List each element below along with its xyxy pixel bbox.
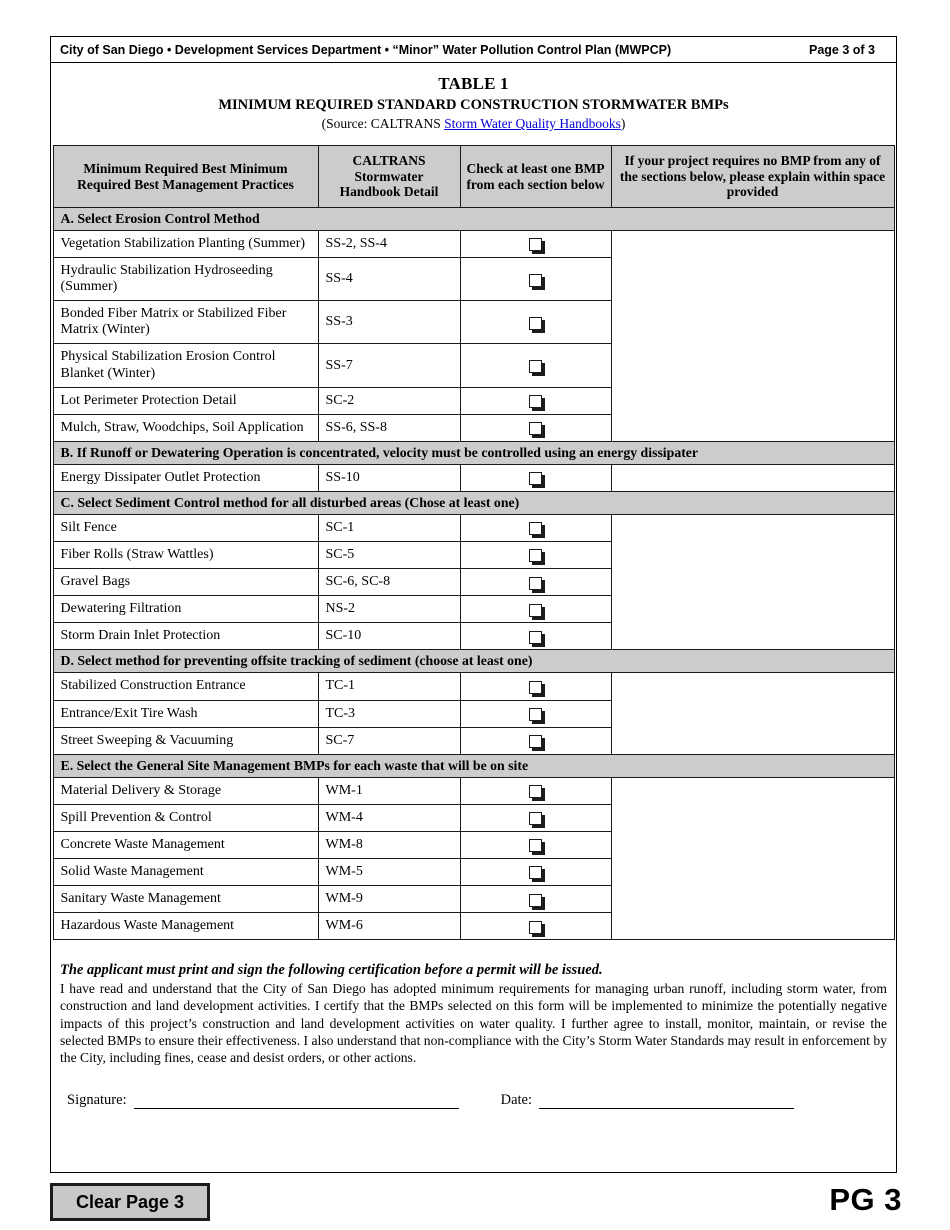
signature-input[interactable] (134, 1094, 459, 1109)
storm-water-quality-handbooks-link[interactable]: Storm Water Quality Handbooks (444, 116, 621, 131)
section-explanation-input[interactable] (611, 231, 894, 442)
caltrans-handbook-code: WM-4 (318, 804, 460, 831)
caltrans-handbook-code: WM-8 (318, 831, 460, 858)
bmp-checkbox-cell[interactable] (460, 673, 611, 700)
table-source (51, 116, 896, 132)
section-band-label: E. Select the General Site Management BMPs for each waste that will be on site (53, 754, 894, 777)
certification-block (51, 940, 896, 1066)
bmp-checkbox-cell[interactable] (460, 542, 611, 569)
bmp-practice-name: Entrance/Exit Tire Wash (53, 700, 318, 727)
bmp-checkbox-cell[interactable] (460, 344, 611, 387)
source-prefix: (Source: CALTRANS (321, 116, 445, 131)
bmp-practice-name: Hazardous Waste Management (53, 913, 318, 940)
table-row (53, 673, 894, 700)
bmp-checkbox-cell[interactable] (460, 623, 611, 650)
caltrans-handbook-code: SS-10 (318, 464, 460, 491)
caltrans-handbook-code: SC-2 (318, 387, 460, 414)
section-band-label: A. Select Erosion Control Method (53, 208, 894, 231)
certification-body: I have read and understand that the City of San Diego has adopted minimum requirements for managing urban runoff, including storm water, from construction and land development activities. I certify that the BMPs selected on this form will be implemented to minimize the potentially negative impacts of this project’s construction and land development activities on water quality. I further agree to install, monitor, maintain, or revise the selected BMPs to ensure their effectiveness. I also understand that non-compliance with the City’s Storm Water Standards may result in enforcement by the City, including fines, cease and desist orders, or other actions. (60, 981, 887, 1065)
column-header-check-bmp: Check at least one BMP from each section below (460, 146, 611, 208)
section-band-row (53, 208, 894, 231)
bmp-checkbox-cell[interactable] (460, 514, 611, 541)
bmp-practice-name: Dewatering Filtration (53, 596, 318, 623)
checkbox-unchecked-icon[interactable] (529, 472, 542, 485)
checkbox-unchecked-icon[interactable] (529, 894, 542, 907)
checkbox-unchecked-icon[interactable] (529, 422, 542, 435)
section-band-row (53, 491, 894, 514)
bmp-checkbox-cell[interactable] (460, 913, 611, 940)
caltrans-handbook-code: SS-2, SS-4 (318, 231, 460, 258)
section-band-row (53, 754, 894, 777)
bmp-checkbox-cell[interactable] (460, 727, 611, 754)
caltrans-handbook-code: TC-1 (318, 673, 460, 700)
checkbox-unchecked-icon[interactable] (529, 549, 542, 562)
bmp-practice-name: Bonded Fiber Matrix or Stabilized Fiber Matrix (Winter) (53, 301, 318, 344)
caltrans-handbook-code: TC-3 (318, 700, 460, 727)
table-header-row (53, 146, 894, 208)
caltrans-handbook-code: SS-7 (318, 344, 460, 387)
bmp-practice-name: Gravel Bags (53, 569, 318, 596)
certification-lead: The applicant must print and sign the following certification before a permit will be issued. (60, 962, 603, 979)
table-row (53, 464, 894, 491)
column-header-caltrans-detail: CALTRANS Stormwater Handbook Detail (318, 146, 460, 208)
caltrans-handbook-code: SS-4 (318, 258, 460, 301)
column-header-bmp-practices: Minimum Required Best Minimum Required Best Management Practices (53, 146, 318, 208)
caltrans-handbook-code: WM-6 (318, 913, 460, 940)
bmp-practice-name: Silt Fence (53, 514, 318, 541)
checkbox-unchecked-icon[interactable] (529, 522, 542, 535)
table-row (53, 777, 894, 804)
bmp-checkbox-cell[interactable] (460, 301, 611, 344)
document-header-title: City of San Diego • Development Services Department • “Minor” Water Pollution Control Plan (MWPCP) (60, 42, 672, 57)
bmp-practice-name: Vegetation Stabilization Planting (Summer) (53, 231, 318, 258)
caltrans-handbook-code: SC-6, SC-8 (318, 569, 460, 596)
document-header (51, 37, 896, 63)
checkbox-unchecked-icon[interactable] (529, 839, 542, 852)
caltrans-handbook-code: SS-6, SS-8 (318, 414, 460, 441)
bmp-checkbox-cell[interactable] (460, 777, 611, 804)
bmp-practice-name: Physical Stabilization Erosion Control Blanket (Winter) (53, 344, 318, 387)
checkbox-unchecked-icon[interactable] (529, 631, 542, 644)
checkbox-unchecked-icon[interactable] (529, 317, 542, 330)
bmp-checkbox-cell[interactable] (460, 464, 611, 491)
checkbox-unchecked-icon[interactable] (529, 735, 542, 748)
caltrans-handbook-code: WM-9 (318, 886, 460, 913)
checkbox-unchecked-icon[interactable] (529, 785, 542, 798)
table-title: MINIMUM REQUIRED STANDARD CONSTRUCTION STORMWATER BMPs (218, 97, 729, 113)
page-mark: PG 3 (829, 1182, 902, 1217)
bmp-checkbox-cell[interactable] (460, 804, 611, 831)
caltrans-handbook-code: SS-3 (318, 301, 460, 344)
checkbox-unchecked-icon[interactable] (529, 708, 542, 721)
bmp-checkbox-cell[interactable] (460, 596, 611, 623)
column-header-explanation: If your project requires no BMP from any of the sections below, please explain within space provided (611, 146, 894, 208)
bmp-practice-name: Energy Dissipater Outlet Protection (53, 464, 318, 491)
bmp-practice-name: Solid Waste Management (53, 858, 318, 885)
bmp-practice-name: Fiber Rolls (Straw Wattles) (53, 542, 318, 569)
caltrans-handbook-code: SC-10 (318, 623, 460, 650)
bmp-checkbox-cell[interactable] (460, 831, 611, 858)
bmp-checkbox-cell[interactable] (460, 700, 611, 727)
bmp-practice-name: Concrete Waste Management (53, 831, 318, 858)
signature-label: Signature: (67, 1091, 127, 1108)
section-explanation-input[interactable] (611, 777, 894, 940)
clear-page-button[interactable]: Clear Page 3 (50, 1183, 210, 1221)
caltrans-handbook-code: NS-2 (318, 596, 460, 623)
section-band-row (53, 650, 894, 673)
bmp-practice-name: Mulch, Straw, Woodchips, Soil Application (53, 414, 318, 441)
bmp-checkbox-cell[interactable] (460, 231, 611, 258)
bmp-practice-name: Material Delivery & Storage (53, 777, 318, 804)
caltrans-handbook-code: SC-1 (318, 514, 460, 541)
bmp-practice-name: Street Sweeping & Vacuuming (53, 727, 318, 754)
table-row (53, 231, 894, 258)
section-explanation-input[interactable] (611, 464, 894, 491)
checkbox-unchecked-icon[interactable] (529, 395, 542, 408)
table-row (53, 514, 894, 541)
checkbox-unchecked-icon[interactable] (529, 604, 542, 617)
source-suffix: ) (620, 116, 626, 131)
bmp-practice-name: Spill Prevention & Control (53, 804, 318, 831)
section-explanation-input[interactable] (611, 514, 894, 649)
checkbox-unchecked-icon[interactable] (529, 921, 542, 934)
bmp-checkbox-cell[interactable] (460, 569, 611, 596)
bmp-practice-name: Storm Drain Inlet Protection (53, 623, 318, 650)
section-band-row (53, 441, 894, 464)
checkbox-unchecked-icon[interactable] (529, 577, 542, 590)
bmp-checkbox-cell[interactable] (460, 858, 611, 885)
checkbox-unchecked-icon[interactable] (529, 681, 542, 694)
title-block (51, 63, 896, 141)
bmp-practice-name: Stabilized Construction Entrance (53, 673, 318, 700)
caltrans-handbook-code: WM-1 (318, 777, 460, 804)
bmp-checkbox-cell[interactable] (460, 387, 611, 414)
page-indicator: Page 3 of 3 (809, 42, 875, 57)
caltrans-handbook-code: SC-5 (318, 542, 460, 569)
bmp-checkbox-cell[interactable] (460, 886, 611, 913)
signature-row (51, 1092, 896, 1109)
checkbox-unchecked-icon[interactable] (529, 238, 542, 251)
section-band-label: D. Select method for preventing offsite tracking of sediment (choose at least one) (53, 650, 894, 673)
bmp-table (53, 145, 895, 940)
document-page (50, 36, 897, 1173)
bmp-practice-name: Lot Perimeter Protection Detail (53, 387, 318, 414)
date-label: Date: (500, 1091, 533, 1108)
date-input[interactable] (539, 1094, 794, 1109)
bmp-checkbox-cell[interactable] (460, 414, 611, 441)
checkbox-unchecked-icon[interactable] (529, 274, 542, 287)
bmp-practice-name: Hydraulic Stabilization Hydroseeding (Summer) (53, 258, 318, 301)
bmp-practice-name: Sanitary Waste Management (53, 886, 318, 913)
table-number: TABLE 1 (438, 74, 509, 93)
checkbox-unchecked-icon[interactable] (529, 866, 542, 879)
checkbox-unchecked-icon[interactable] (529, 812, 542, 825)
section-band-label: C. Select Sediment Control method for all disturbed areas (Chose at least one) (53, 491, 894, 514)
checkbox-unchecked-icon[interactable] (529, 360, 542, 373)
caltrans-handbook-code: WM-5 (318, 858, 460, 885)
caltrans-handbook-code: SC-7 (318, 727, 460, 754)
bmp-checkbox-cell[interactable] (460, 258, 611, 301)
section-explanation-input[interactable] (611, 673, 894, 754)
section-band-label: B. If Runoff or Dewatering Operation is concentrated, velocity must be controlled using an energy dissipater (53, 441, 894, 464)
